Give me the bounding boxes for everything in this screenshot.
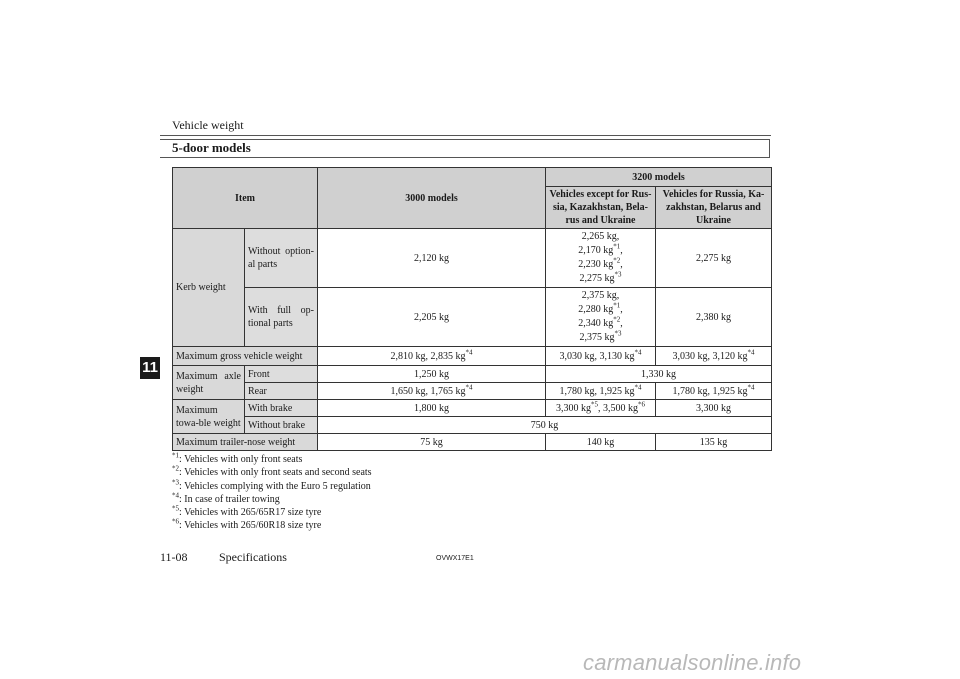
gross-3000: 2,810 kg, 2,835 $kg^{*4}$ [318,347,546,366]
vehicle-weight-table [172,167,772,451]
footer-section: Specifications [219,550,287,564]
row-label-gross-weight: Maximum gross vehicle weight [173,347,318,366]
footnotes [172,453,372,533]
header-3200-except-russia: Vehicles except for Rus-sia, Kazakhstan, Bela-rus and Ukraine [546,187,656,229]
nose-3000: 75 kg [318,434,546,451]
header-item: Item [173,168,318,229]
value-line: 2,170 $kg^{*1}$, [578,242,623,256]
kerb-without-3000: 2,120 kg [318,229,546,288]
row-label-without-brake: Without brake [245,417,318,434]
nose-3200a: 140 kg [546,434,656,451]
value-line: 2,280 $kg^{*1}$, [578,301,623,315]
watermark-link[interactable]: carmanualsonline.info [583,650,802,675]
value-line: 2,275 $kg^{*3}$ [579,270,622,284]
row-label-with-brake: With brake [245,400,318,417]
row-label-rear: Rear [245,383,318,400]
nose-3200b: 135 kg [656,434,772,451]
row-label-kerb-weight: Kerb weight [173,229,245,347]
footnote: $^{*1}$: Vehicles with only front seats [172,451,303,465]
footnote: $^{*6}$: Vehicles with 265/60R18 size tyre [172,518,322,532]
tow-with-brake-3000: 1,800 kg [318,400,546,417]
axle-rear-3200b: 1,780 kg, 1,925 $kg^{*4}$ [656,383,772,400]
footer-page-number: 11-08 [160,550,188,564]
axle-rear-3200a: 1,780 kg, 1,925 $kg^{*4}$ [546,383,656,400]
kerb-with-3200a [546,288,656,347]
kerb-with-3200b: 2,380 kg [656,288,772,347]
axle-rear-3000: 1,650 kg, 1,765 $kg^{*4}$ [318,383,546,400]
row-label-without-optional: Without option-al parts [245,229,318,288]
tow-with-brake-3200b: 3,300 kg [656,400,772,417]
footer-code: OVWX17E1 [436,555,474,562]
value-line: 2,265 kg, [581,231,620,242]
section-title: 5-door models [172,140,251,155]
footnote: $^{*5}$: Vehicles with 265/65R17 size tyre [172,504,322,519]
gross-3200a: 3,030 kg, 3,130 $kg^{*4}$ [546,347,656,366]
header-3000-models: 3000 models [318,168,546,229]
chapter-tab: 11 [140,357,160,379]
tow-without-brake-value: 750 kg [318,417,772,434]
section-bar [160,139,770,158]
row-label-trailer-nose: Maximum trailer-nose weight [173,434,318,451]
value-line: 2,375 $kg^{*3}$ [579,329,622,343]
value-line: 2,375 kg, [581,290,620,301]
tow-with-brake-3200a: 3,300 $kg^{*5}$, 3,500 $kg^{*6}$ [546,400,656,417]
footnote: $^{*2}$: Vehicles with only front seats and second seats [172,464,372,479]
row-label-with-optional: With full op-tional parts [245,288,318,347]
header-3200-russia: Vehicles for Russia, Ka-zakhstan, Belarus and Ukraine [656,187,772,229]
row-label-axle-weight: Maximum axle weight [173,366,245,400]
kerb-without-3200a [546,229,656,288]
row-label-front: Front [245,366,318,383]
page-header-title: Vehicle weight [172,118,244,132]
value-line: 2,340 $kg^{*2}$, [578,315,623,329]
footnote: $^{*3}$: Vehicles complying with the Euro 5 regulation [172,478,371,492]
header-3200-models: 3200 models [546,168,772,187]
kerb-with-3000: 2,205 kg [318,288,546,347]
footnote: $^{*4}$: In case of trailer towing [172,491,280,505]
kerb-without-3200b: 2,275 kg [656,229,772,288]
value-line: 2,230 $kg^{*2}$, [578,256,623,270]
header-rule [160,135,771,136]
row-label-towable-weight: Maximum towa-ble weight [173,400,245,434]
axle-front-3200: 1,330 kg [546,366,772,383]
axle-front-3000: 1,250 kg [318,366,546,383]
gross-3200b: 3,030 kg, 3,120 $kg^{*4}$ [656,347,772,366]
